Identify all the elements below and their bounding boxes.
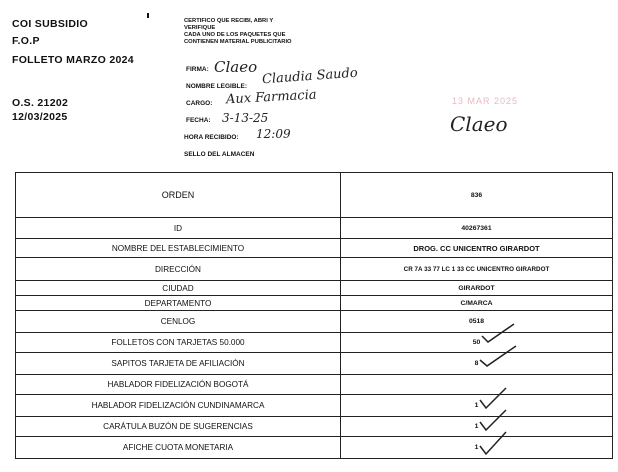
hora-handwritten: 12:09 [256, 127, 291, 141]
row-value: 836 [341, 173, 613, 218]
table-row [16, 281, 613, 296]
sello-label: SELLO DEL ALMACEN [184, 151, 255, 158]
fecha-label: FECHA: [186, 117, 211, 124]
table-row [16, 239, 613, 258]
row-value: CR 7A 33 77 LC 1 33 CC UNICENTRO GIRARDOT [341, 258, 613, 281]
cert-line: CERTIFICO QUE RECIBI, ABRI Y [184, 18, 274, 24]
row-value: C/MARCA [341, 296, 613, 311]
row-label: CIUDAD [16, 281, 341, 296]
row-value: 8 [341, 353, 613, 375]
stamp-signature: Claeo [450, 112, 508, 136]
table-row [16, 311, 613, 333]
row-label: HABLADOR FIDELIZACIÓN BOGOTÁ [16, 375, 341, 395]
row-label: CENLOG [16, 311, 341, 333]
table-row [16, 333, 613, 353]
order-number: O.S. 21202 [12, 97, 69, 109]
row-label: SAPITOS TARJETA DE AFILIACIÓN [16, 353, 341, 375]
row-label: FOLLETOS CON TARJETAS 50.000 [16, 333, 341, 353]
row-value: DROG. CC UNICENTRO GIRARDOT [341, 239, 613, 258]
company-name: COI SUBSIDIO [12, 18, 88, 30]
folleto-title: FOLLETO MARZO 2024 [12, 54, 134, 66]
table-row [16, 173, 613, 218]
table-row [16, 395, 613, 417]
order-table [15, 172, 613, 459]
row-value: 1 [341, 437, 613, 459]
table-row [16, 258, 613, 281]
cargo-handwritten: Aux Farmacia [225, 87, 317, 108]
received-stamp: 13 MAR 2025 [452, 96, 519, 106]
cargo-label: CARGO: [186, 100, 213, 107]
row-label: ORDEN [16, 173, 341, 218]
row-label: AFICHE CUOTA MONETARIA [16, 437, 341, 459]
row-label: DIRECCIÓN [16, 258, 341, 281]
row-label: NOMBRE DEL ESTABLECIMIENTO [16, 239, 341, 258]
fecha-handwritten: 3-13-25 [222, 111, 269, 125]
row-label: DEPARTAMENTO [16, 296, 341, 311]
fop-label: F.O.P [12, 35, 40, 47]
mark-dot [147, 13, 149, 18]
row-label: HABLADOR FIDELIZACIÓN CUNDINAMARCA [16, 395, 341, 417]
row-value: 1 [341, 395, 613, 417]
firma-signature: Claeo [214, 58, 258, 76]
nombre-label: NOMBRE LEGIBLE: [186, 83, 248, 90]
firma-label: FIRMA: [186, 66, 209, 73]
cert-line: CONTIENEN MATERIAL PUBLICITARIO [184, 39, 292, 45]
row-value: 50 [341, 333, 613, 353]
cert-line: VERIFIQUE [184, 25, 216, 31]
row-value: 40267361 [341, 218, 613, 239]
row-value: 1 [341, 417, 613, 437]
table-row [16, 353, 613, 375]
cert-line: CADA UNO DE LOS PAQUETES QUE [184, 32, 286, 38]
hora-label: HORA RECIBIDO: [184, 134, 239, 141]
table-row [16, 218, 613, 239]
table-row [16, 437, 613, 459]
row-value [341, 375, 613, 395]
row-label: ID [16, 218, 341, 239]
nombre-handwritten: Claudia Saudo [261, 65, 359, 88]
row-value: 0518 [341, 311, 613, 333]
certification-text [184, 18, 292, 46]
table-row [16, 417, 613, 437]
row-label: CARÁTULA BUZÓN DE SUGERENCIAS [16, 417, 341, 437]
row-value: GIRARDOT [341, 281, 613, 296]
order-date: 12/03/2025 [12, 111, 68, 123]
table-row [16, 296, 613, 311]
table-row [16, 375, 613, 395]
